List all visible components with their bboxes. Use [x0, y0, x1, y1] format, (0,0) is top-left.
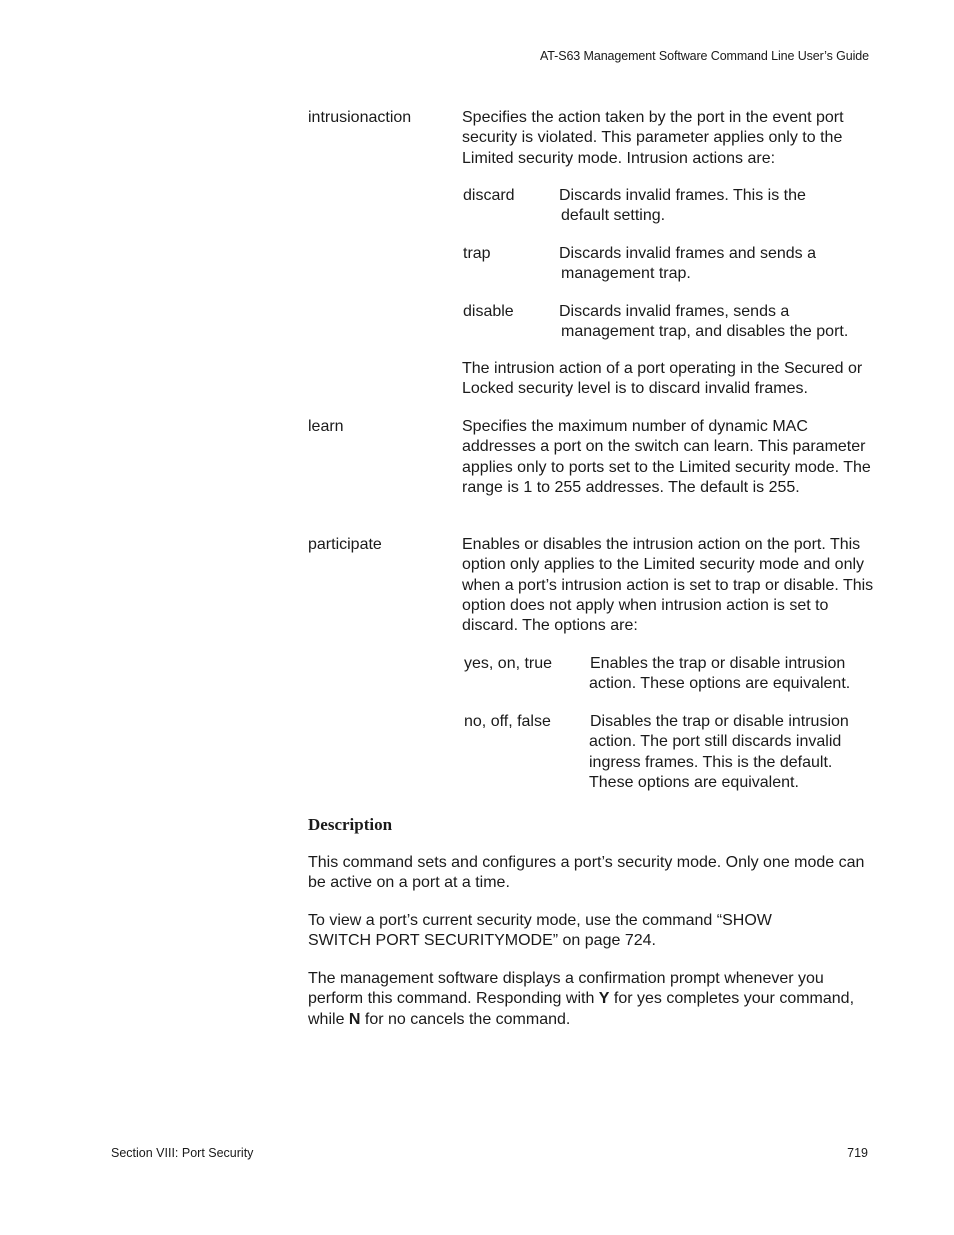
key-y: Y	[598, 990, 610, 1008]
param-term-intrusionaction: intrusionaction	[308, 109, 412, 126]
option-desc-no: Disables the trap or disable intrusion action. The port still discards invalid ingress frames. This is the default. These options are equivalent.	[589, 713, 849, 791]
option-desc-trap: Discards invalid frames and sends a management trap.	[559, 245, 817, 283]
option-desc-yes: Enables the trap or disable intrusion action. These options are equivalent.	[589, 655, 851, 693]
key-n: N	[348, 1010, 361, 1028]
page-number: 719	[847, 1146, 868, 1160]
param-term-learn: learn	[308, 418, 344, 435]
running-header: AT-S63 Management Software Command Line User’s Guide	[540, 49, 869, 63]
option-desc-discard: Discards invalid frames. This is the default setting.	[559, 187, 806, 225]
option-name-disable: disable	[463, 303, 514, 320]
footer-section: Section VIII: Port Security	[111, 1146, 254, 1160]
description-paragraph-2: To view a port’s current security mode, use the command “SHOW SWITCH PORT SECURITYMODE” on page 724.	[308, 912, 772, 950]
intrusionaction-note: The intrusion action of a port operating in the Secured or Locked security level is to discard invalid frames.	[462, 360, 863, 398]
description-paragraph-1: This command sets and configures a port’s security mode. Only one mode can be active on a port at a time.	[308, 854, 865, 892]
param-desc-participate: Enables or disables the intrusion action on the port. This option only applies to the Limited security mode and only when a port’s intrusion action is set to trap or disable. This option does not apply when intrusion action is set to discard. The options are:	[462, 536, 874, 635]
param-term-participate: participate	[308, 536, 382, 553]
option-desc-disable: Discards invalid frames, sends a management trap, and disables the port.	[559, 303, 849, 341]
option-name-discard: discard	[463, 187, 515, 204]
section-heading-description: Description	[308, 815, 393, 834]
option-name-trap: trap	[463, 245, 491, 262]
option-name-no: no, off, false	[464, 713, 551, 730]
param-desc-intrusionaction: Specifies the action taken by the port in the event port security is violated. This parameter applies only to the Limited security mode. Intrusion actions are:	[462, 109, 844, 167]
description-paragraph-3: The management software displays a confirmation prompt whenever you perform this command. Responding with Y for yes completes your command, while N for no cancels the command.	[308, 970, 855, 1028]
param-desc-learn: Specifies the maximum number of dynamic MAC addresses a port on the switch can learn. This parameter applies only to ports set to the Limited security mode. The range is 1 to 255 addresses. The default is 255.	[462, 418, 871, 496]
option-name-yes: yes, on, true	[464, 655, 553, 672]
